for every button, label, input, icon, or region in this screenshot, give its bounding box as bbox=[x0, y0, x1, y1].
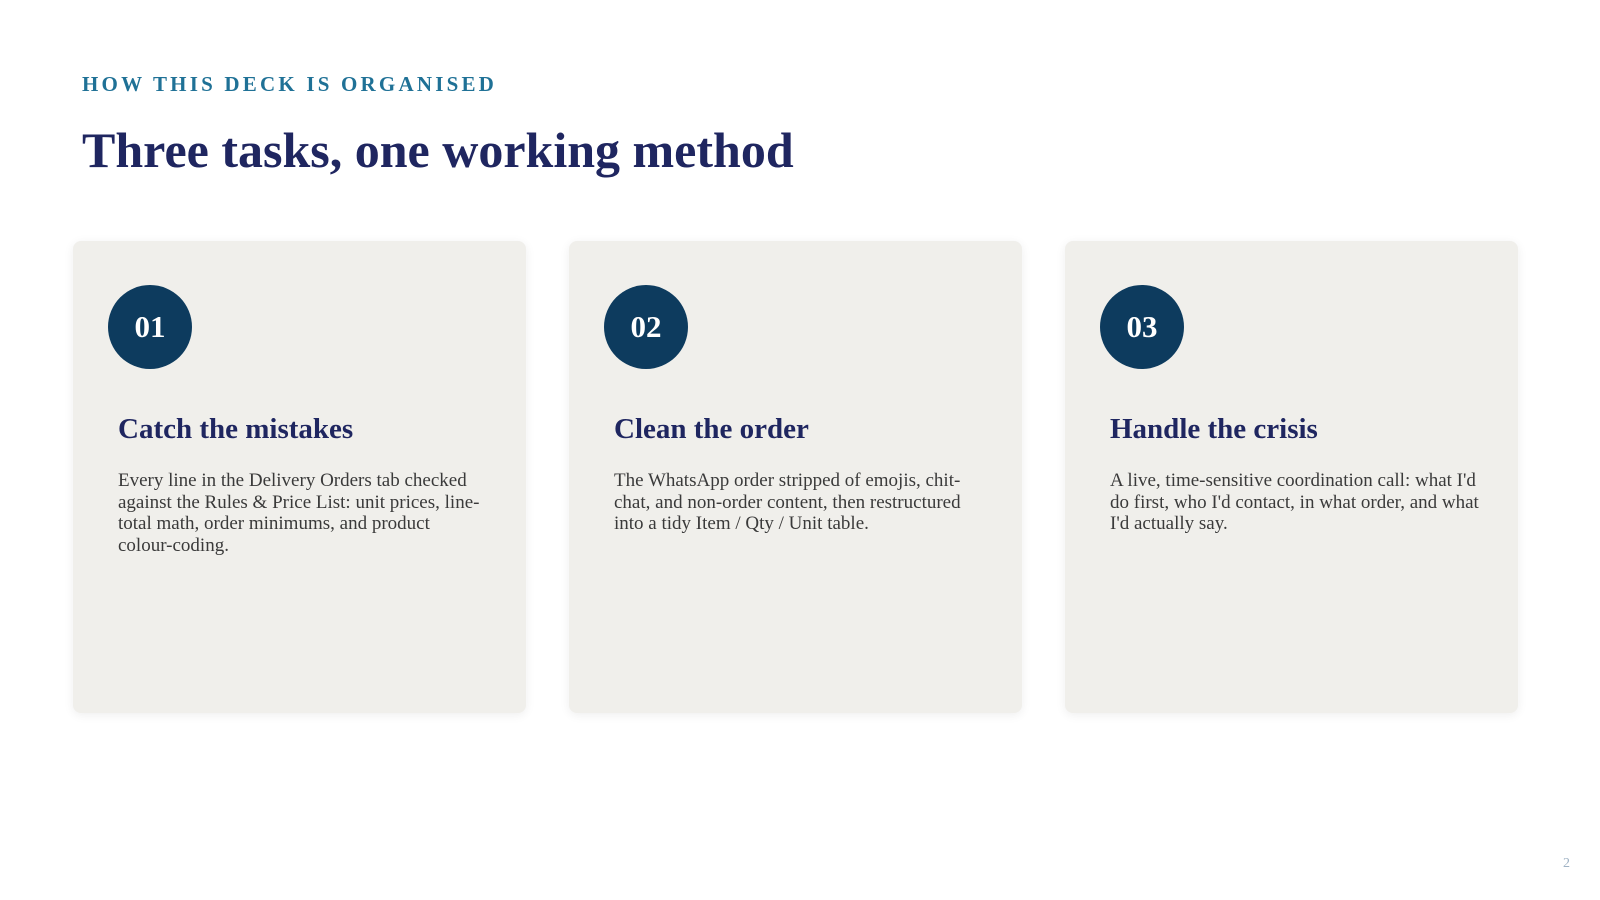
task-cards bbox=[73, 241, 1527, 713]
task-description: The WhatsApp order stripped of emojis, chit-chat, and non-order content, then restructured into a tidy Item / Qty / Unit table. bbox=[614, 470, 961, 534]
task-title: Clean the order bbox=[614, 413, 809, 445]
task-title: Handle the crisis bbox=[1110, 413, 1318, 445]
task-number-badge: 02 bbox=[604, 285, 688, 369]
task-card-3 bbox=[1065, 241, 1518, 713]
page-number: 2 bbox=[1563, 856, 1570, 871]
task-card-1 bbox=[73, 241, 526, 713]
section-eyebrow: HOW THIS DECK IS ORGANISED bbox=[82, 72, 498, 96]
task-number-badge: 03 bbox=[1100, 285, 1184, 369]
task-description: A live, time-sensitive coordination call: what I'd do first, who I'd contact, in what order, and what I'd actually say. bbox=[1110, 470, 1479, 534]
task-card-2 bbox=[569, 241, 1022, 713]
task-number-badge: 01 bbox=[108, 285, 192, 369]
task-title: Catch the mistakes bbox=[118, 413, 354, 445]
slide-title: Three tasks, one working method bbox=[82, 122, 794, 178]
task-description: Every line in the Delivery Orders tab checked against the Rules & Price List: unit prices, line-total math, order minimums, and product colour-coding. bbox=[118, 470, 480, 556]
